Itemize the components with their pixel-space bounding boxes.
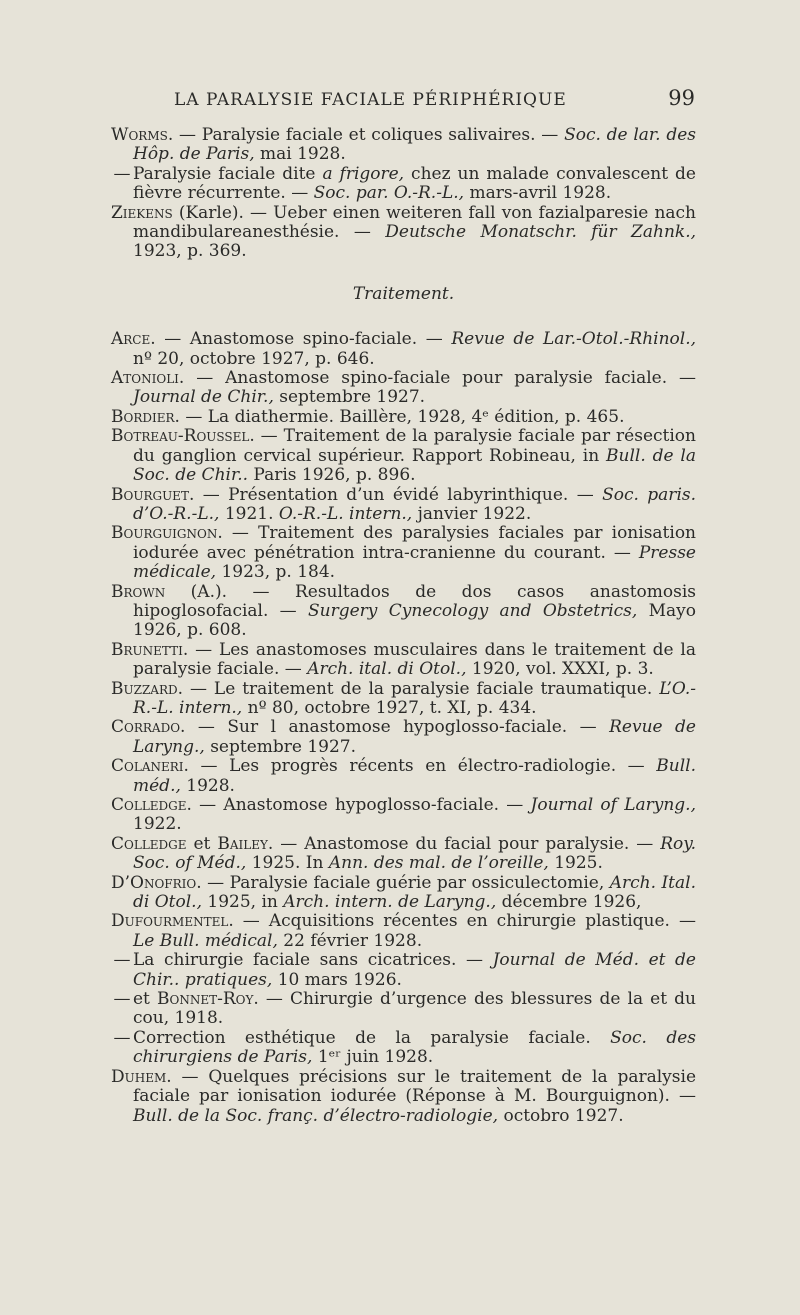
entry-source: Ann. des mal. de l’oreille, xyxy=(328,853,549,874)
bibliography-entry xyxy=(111,165,696,204)
entry-author: Bonnet-Roy. xyxy=(156,989,259,1010)
entry-source: Le Bull. médical, xyxy=(133,930,278,951)
entry-author: Bordier. xyxy=(111,406,180,427)
entry-text: (A.). — Resultados de dos casos anastomosis hipoglosofacial. — xyxy=(133,581,696,621)
entry-author: Bourguet. xyxy=(111,484,195,505)
entry-dash: — xyxy=(113,163,131,184)
entry-author: Buzzard. xyxy=(111,678,184,699)
entry-tail: 1922. xyxy=(133,814,182,835)
entry-tail: septembre 1927. xyxy=(204,736,357,757)
entry-source: Journal de Chir., xyxy=(133,387,274,408)
entry-text: — Anastomose spino-faciale pour paralysie faciale. — xyxy=(184,368,696,389)
entry-tail: 1923, p. 369. xyxy=(133,241,247,262)
bibliography-entry xyxy=(111,486,696,525)
entry-author: Colledge. xyxy=(111,795,192,815)
bibliography-entry xyxy=(111,1029,696,1068)
entry-text: — Anastomose du facial pour paralysie. — xyxy=(273,833,661,854)
entry-author: Atonioli. xyxy=(111,368,185,389)
entry-tail: 1921. xyxy=(219,503,279,524)
entry-tail: nº 20, octobre 1927, p. 646. xyxy=(133,348,375,369)
entry-text: — Quelques précisions sur le traitement de la paralysie faciale par ionisation iodurée (Réponse à M. Bourguignon). — xyxy=(133,1066,696,1107)
page-number: 99 xyxy=(668,86,695,110)
entry-source: Bull. de la Soc. de Chir.. xyxy=(133,445,697,486)
entry-text: — Le traitement de la paralysie faciale traumatique. xyxy=(183,678,660,699)
bibliography-list-traitement xyxy=(111,330,696,1126)
entry-tail: 1925. xyxy=(548,853,603,874)
entry-tail: 1ᵉʳ juin 1928. xyxy=(312,1047,434,1068)
bibliography-entry xyxy=(111,427,696,485)
entry-source: Soc. par. O.-R.-L., xyxy=(313,183,465,204)
bibliography-entry xyxy=(111,680,696,719)
entry-author: D’Onofrio. xyxy=(111,872,202,893)
entry-source: Deutsche Monatschr. für Zahnk., xyxy=(385,222,697,243)
bibliography-entry xyxy=(111,835,696,874)
entry-source: Arch. intern. de Laryng., xyxy=(283,892,497,913)
entry-text: — Traitement des paralysies faciales par ionisation iodurée avec pénétration intra-cranienne du courant. — xyxy=(133,523,696,563)
entry-source: Soc. des chirurgiens de Paris, xyxy=(133,1027,696,1068)
entry-text: — Chirurgie d’urgence des blessures de la et du cou, 1918. xyxy=(133,989,696,1029)
entry-text: — Paralysie faciale guérie par ossiculectomie, xyxy=(201,872,610,893)
entry-dash: — xyxy=(113,989,131,1010)
entry-text: — Présentation d’un évidé labyrinthique. — xyxy=(194,484,603,505)
entry-author: Bailey. xyxy=(217,833,274,854)
bibliography-entry xyxy=(111,874,696,913)
bibliography-entry xyxy=(111,524,696,582)
entry-text: — Anastomose hypoglosso-faciale. — xyxy=(191,795,531,815)
entry-source: Roy. Soc. of Méd., xyxy=(133,833,697,874)
entry-text: — Les anastomoses musculaires dans le traitement de la paralysie faciale. — xyxy=(133,639,696,680)
bibliography-entry xyxy=(111,757,696,796)
bibliography-entry xyxy=(111,583,696,641)
entry-source: O.-R.-L. intern., xyxy=(278,503,413,524)
entry-author: Brown xyxy=(111,581,166,602)
entry-source: Soc. de lar. des Hôp. de Paris, xyxy=(133,125,696,165)
entry-source: L’O.-R.-L. intern., xyxy=(133,678,696,718)
entry-author: Corrado. xyxy=(111,717,186,738)
entry-source: Revue de Lar.-Otol.-Rhinol., xyxy=(451,329,697,350)
entry-tail: Mayo 1926, p. 608. xyxy=(133,600,697,641)
entry-text: — Sur l anastomose hypoglosso-faciale. — xyxy=(185,717,610,738)
bibliography-entry xyxy=(111,330,696,369)
entry-source: Arch. ital. di Otol., xyxy=(307,659,467,680)
entry-source: Journal de Méd. et de Chir.. pratiques, xyxy=(133,950,696,990)
entry-author: Colledge xyxy=(111,833,187,854)
entry-tail: 1925. In xyxy=(246,853,329,874)
entry-tail: nº 80, octobre 1927, t. XI, p. 434. xyxy=(242,697,537,718)
bibliography-list-continued xyxy=(111,126,696,262)
entry-source: Presse médicale, xyxy=(133,542,696,583)
entry-text: Paralysie faciale dite xyxy=(133,163,323,184)
bibliography-entry xyxy=(111,1068,696,1126)
entry-tail: octobro 1927. xyxy=(498,1105,624,1126)
entry-tail: 1920, vol. XXXI, p. 3. xyxy=(466,659,654,680)
entry-tail: 1925, in xyxy=(201,892,284,913)
entry-text: — Acquisitions récentes en chirurgie plastique. — xyxy=(233,911,696,932)
entry-author: Bourguignon. xyxy=(111,523,223,544)
entry-author: Botreau-Roussel. xyxy=(111,426,255,447)
entry-dash: — xyxy=(113,950,131,971)
entry-author: Duhem. xyxy=(111,1066,172,1087)
entry-tail: mars-avril 1928. xyxy=(464,183,612,204)
entry-tail: janvier 1922. xyxy=(412,503,532,524)
entry-source: Bull. de la Soc. franç. d’électro-radiologie, xyxy=(133,1105,499,1126)
entry-author: Arce. xyxy=(111,329,156,350)
entry-text: — Traitement de la paralysie faciale par résection du ganglion cervical supérieur. Rapport Robineau, in xyxy=(133,426,696,466)
bibliography-entry xyxy=(111,408,696,427)
entry-source: Surgery Cynecology and Obstetrics, xyxy=(308,600,638,621)
entry-text: La chirurgie faciale sans cicatrices. — xyxy=(133,950,493,971)
entry-tail: septembre 1927. xyxy=(273,387,426,408)
bibliography-entry xyxy=(111,126,696,165)
entry-tail: mai 1928. xyxy=(254,144,346,165)
entry-source: Bull. méd., xyxy=(133,756,696,796)
entry-source: Journal of Laryng., xyxy=(530,795,696,815)
running-title: LA PARALYSIE FACIALE PÉRIPHÉRIQUE xyxy=(174,90,567,110)
entry-tail: Paris 1926, p. 896. xyxy=(248,465,416,486)
entry-source: Soc. paris. d’O.-R.-L., xyxy=(133,484,697,524)
bibliography-entry xyxy=(111,718,696,757)
section-title: Traitement. xyxy=(352,283,455,304)
entry-tail: 22 février 1928. xyxy=(277,930,423,951)
bibliography-entry xyxy=(111,204,696,262)
bibliography-entry xyxy=(111,990,696,1029)
entry-text: — Les progrès récents en électro-radiologie. — xyxy=(188,756,657,777)
entry-text: — La diathermie. Baillère, 1928, 4ᵉ édition, p. 465. xyxy=(179,406,625,427)
entry-author: Ziekens xyxy=(111,202,173,223)
entry-author: Colaneri. xyxy=(111,756,189,777)
entry-tail: décembre 1926, xyxy=(496,892,642,913)
entry-author: Dufourmentel. xyxy=(111,911,234,932)
entry-tail: 1928. xyxy=(180,775,235,796)
entry-source: Revue de Laryng., xyxy=(133,717,696,757)
bibliography xyxy=(111,126,696,1126)
entry-text: — Paralysie faciale et coliques salivaires. — xyxy=(173,125,565,145)
entry-source: Arch. Ital. di Otol., xyxy=(133,872,696,913)
bibliography-entry xyxy=(111,369,696,408)
page-header xyxy=(110,86,700,116)
entry-tail: 1923, p. 184. xyxy=(216,562,336,583)
entry-text: (Karle). — Ueber einen weiteren fall von fazialparesie nach mandibulareanesthésie. — xyxy=(133,202,696,243)
entry-author: Brunetti. xyxy=(111,639,189,660)
entry-tail: chez un malade convalescent de fièvre récurrente. — xyxy=(133,163,696,204)
bibliography-entry xyxy=(111,796,696,835)
entry-tail: 10 mars 1926. xyxy=(272,969,402,990)
entry-source: a frigore, xyxy=(322,163,405,184)
entry-dash: — xyxy=(113,1027,131,1048)
bibliography-entry xyxy=(111,912,696,951)
entry-text: Correction esthétique de la paralysie faciale. xyxy=(133,1027,611,1048)
entry-text: — Anastomose spino-faciale. — xyxy=(155,329,452,350)
bibliography-entry xyxy=(111,641,696,680)
entry-text: et xyxy=(186,833,218,854)
bibliography-entry xyxy=(111,951,696,990)
entry-text: et xyxy=(133,989,157,1010)
entry-author: Worms. xyxy=(111,125,174,145)
